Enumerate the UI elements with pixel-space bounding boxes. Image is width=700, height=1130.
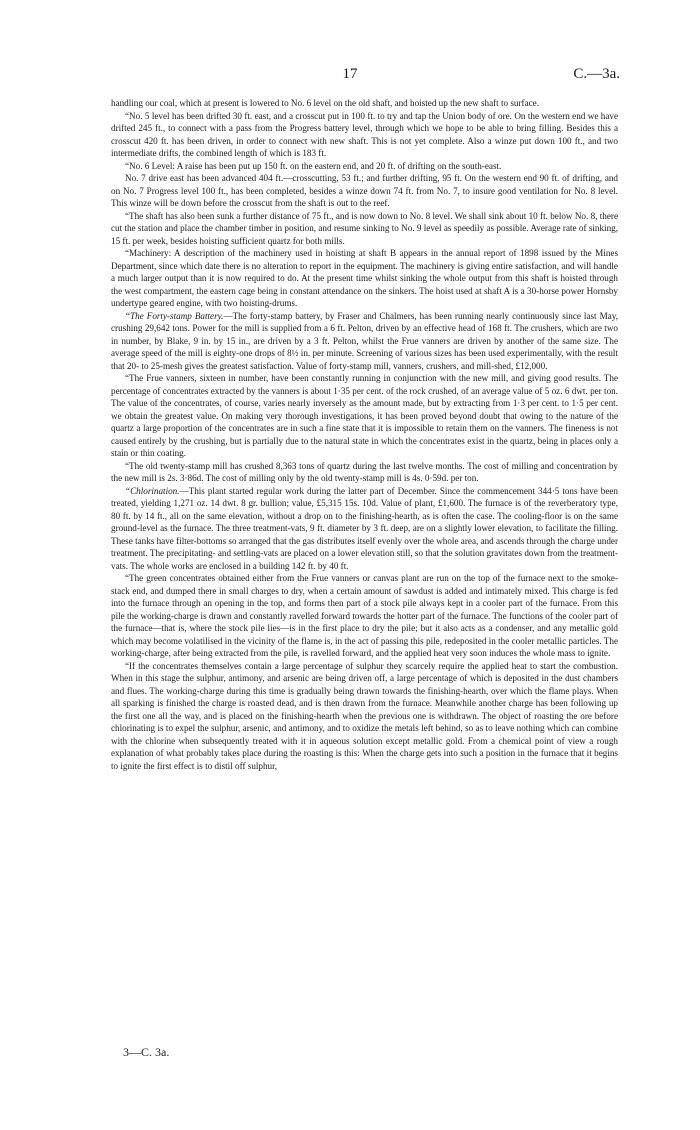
paragraph-text: —The forty-stamp battery, by Fraser and Chalmers, has been running nearly continuously since last May, crushing 29,642 tons. Power for the mill is supplied from a 6 ft. Pelton, driven by an effective head of 168 ft. The crushers, which are two in number, by Blake, 9 in. by 15 in., are driven by a 3 ft. Pelton, whilst the Frue vanners are driven by another of the same size. The average speed of the mill is eighty-one drops of 8½ in. per minute. Screening of various sizes has been used experimentally, with the result that 20- to 25-mesh gives the greatest satisfaction. Value of forty-stamp mill, vanners, crushers, and mill-shed, £12,000. [111, 310, 618, 371]
page-header [0, 66, 700, 90]
paragraph: “No. 6 Level: A raise has been put up 150 ft. on the eastern end, and 20 ft. of drifting on the south-east. [125, 160, 502, 171]
paragraph: “The green concentrates obtained either from the Frue vanners or canvas plant are run on the top of the furnace next to the smoke-stack end, and dumped there in small charges to dry, when a certain amount of sawdust is added and intimately mixed. This charge is fed into the furnace through an opening in the top, and forms then part of a stock pile always kept in a cooler part of the furnace. From this pile the working-charge is drawn and constantly ravelled forward towards the hotter part of the furnace. The functions of the cooler part of the furnace—that is, where the stock pile lies—is in the first place to dry the pile; but it also acts as a condenser, and any metallic gold which may become volatilised in the vicinity of the flame is, in the act of passing this pile, redeposited in the cooler metallic particles. The working-charge, after being extracted from the pile, is ravelled forward, and the applied heat very soon induces the whole mass to ignite. [111, 573, 618, 658]
paragraph: “Machinery: A description of the machinery used in hoisting at shaft B appears in the annual report of 1898 issued by the Mines Department, since which date there is no alteration to report in the equipment. The machinery is giving entire satisfaction, and will handle a much larger output than it is now required to do. At the present time whilst sinking the whole output from this shaft is hoisted through the west compartment, the eastern cage being in constant attendance on the sinkers. The hoist used at shaft A is a 30-horse power Hornsby undertype geared engine, with two hoisting-drums. [111, 248, 618, 308]
paragraph: “If the concentrates themselves contain a large percentage of sulphur they scarcely require the applied heat to start the combustion. When in this stage the sulphur, antimony, and arsenic are being driven off, a large percentage of which is deposited in the dust chambers and flues. The working-charge during this time is gradually being drawn towards the finishing-hearth, over which the flame plays. When all sparking is finished the charge is roasted dead, and is then drawn from the furnace. Meanwhile another charge has been following up the first one all the way, and is placed on the finishing-hearth when the previous one is withdrawn. The object of roasting the ore before chlorinating is to expel the sulphur, arsenic, and antimony, and to oxidize the metals left behind, so as to leave nothing which can combine with the chlorine when subsequently treated with it in aqueous solution except metallic gold. From a chemical point of view a rough explanation of what probably takes place during the roasting is this: When the charge gets into such a position in the furnace that it begins to ignite the first effect is to distil off sulphur, [111, 660, 618, 771]
paragraph [111, 485, 618, 573]
paragraph: handling our coal, which at present is lowered to No. 6 level on the old shaft, and hoisted up the new shaft to surface. [111, 98, 540, 108]
page-number: 17 [342, 66, 358, 82]
signature-mark: 3—C. 3a. [123, 1045, 170, 1059]
paragraph: “The old twenty-stamp mill has crushed 8,363 tons of quartz during the last twelve months. The cost of milling and concentration by the new mill is 2s. 3·86d. The cost of milling only by the old twenty-stamp mill is 4s. 0·59d. per ton. [111, 460, 618, 483]
paragraph [111, 310, 618, 373]
paragraph: “The shaft has also been sunk a further distance of 75 ft., and is now down to No. 8 level. We shall sink about 10 ft. below No. 8, there cut the station and place the chamber timber in position, and resume sinking to No. 9 level as speedily as possible. Average rate of sinking, 15 ft. per week, besides hoisting sufficient quartz for both mills. [111, 210, 618, 246]
document-reference: C.—3a. [573, 66, 620, 82]
paragraph: “The Frue vanners, sixteen in number, have been constantly running in conjunction with the new mill, and giving good results. The percentage of concentrates extracted by the vanners is about 1·35 per cent. of the rock crushed, of an average value of 5 oz. 6 dwt. per ton. The value of the concentrates, of course, varies nearly inversely as the amount made, but by extracting from 1·3 per cent. to 1·5 per cent. we obtain the greatest value. On making very thorough investigations, it has been proved beyond doubt that owing to the nature of the quartz a large proportion of the concentrates are in such a fine state that it is impossible to retain them on the vanners. The fineness is not caused entirely by the crushing, but is partially due to the natural state in which the concentrates exist in the quartz, being in places only a stain or thin coating. [111, 373, 618, 458]
paragraph: No. 7 drive east has been advanced 404 ft.—crosscutting, 53 ft.; and further drifting, 95 ft. On the western end 90 ft. of drifting, and on No. 7 Progress level 100 ft., has been completed, besides a winze down 74 ft. from No. 7, to insure good ventilation for No. 8 level. This winze will be down before the crosscut from the shaft is out to the reef. [111, 173, 618, 208]
body-text [111, 97, 618, 772]
section-heading-forty-stamp-battery: “The Forty-stamp Battery. [125, 310, 224, 321]
paragraph-text: —This plant started regular work during the latter part of December. Since the commencement 344·5 tons have been treated, yielding 1,271 oz. 14 dwt. 8 gr. bullion; value, £5,315 15s. 10d. Value of plant, £1,600. The furnace is of the reverberatory type, 80 ft. by 14 ft., all on the same elevation, without a drop on to the finishing-hearth, as is often the case. The cooling-floor is on the same ground-level as the furnace. The three treatment-vats, 9 ft. diameter by 3 ft. deep, are on a slightly lower elevation, to facilitate the filling. These tanks have filter-bottoms so arranged that the gas distributes itself evenly over the whole area, and ascends through the charge under treatment. The precipitating- and settling-vats are placed on a lower elevation still, so that the solution gravitates down from the treatment-vats. The whole works are enclosed in a building 142 ft. by 40 ft. [111, 485, 618, 571]
section-heading-chlorination: “Chlorination. [125, 485, 180, 496]
paragraph: “No. 5 level has been drifted 30 ft. east, and a crosscut put in 100 ft. to try and tap the Union body of ore. On the western end we have drifted 245 ft., to connect with a pass from the Progress battery level, through which we hope to be able to bring filling. Besides this a crosscut 420 ft. has been driven, in order to connect with new shaft. This is not yet complete. Also a winze put down 100 ft., and two intermediate drifts, the combined length of which is 183 ft. [111, 110, 618, 158]
